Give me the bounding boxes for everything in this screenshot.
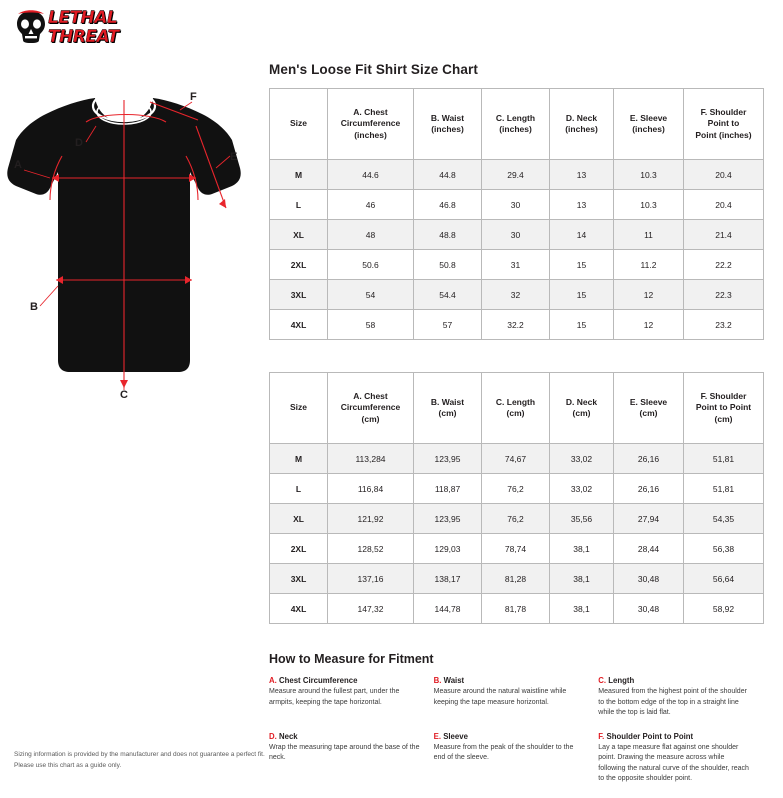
cell-length: 74,67 (482, 444, 550, 474)
measure-description: Measure around the natural waistline while keeping the tape measure horizontal. (433, 688, 567, 706)
col-header-size: Size (270, 89, 328, 160)
measure-name: Chest Circumference (278, 676, 358, 685)
measure-item-heading (598, 676, 749, 685)
measure-description: Measured from the highest point of the shoulder to the bottom edge of the top in a straight line while the top is laid flat. (598, 688, 747, 716)
col-header-length: C. Length (inches) (482, 89, 550, 160)
page-title: Men's Loose Fit Shirt Size Chart (269, 62, 478, 77)
callout-E: E (230, 151, 238, 163)
cell-neck: 15 (550, 280, 614, 310)
cell-neck: 13 (550, 190, 614, 220)
brand-wordmark (48, 10, 144, 46)
cell-neck: 15 (550, 310, 614, 340)
cell-length: 81,78 (482, 594, 550, 624)
table-row (270, 564, 764, 594)
cell-length: 76,2 (482, 504, 550, 534)
measure-name: Length (608, 676, 635, 685)
measure-item-sleeve (434, 732, 599, 785)
cell-shoulder: 51,81 (684, 474, 764, 504)
cell-sleeve: 11 (614, 220, 684, 250)
col-header-length: C. Length (cm) (482, 373, 550, 444)
cell-neck: 33,02 (550, 444, 614, 474)
measure-letter: C. (598, 676, 607, 685)
cell-size: 4XL (270, 310, 328, 340)
cell-sleeve: 28,44 (614, 534, 684, 564)
cell-shoulder: 56,38 (684, 534, 764, 564)
cell-chest: 137,16 (328, 564, 414, 594)
cell-chest: 121,92 (328, 504, 414, 534)
cell-shoulder: 21.4 (684, 220, 764, 250)
cell-waist: 123,95 (414, 504, 482, 534)
cell-length: 76,2 (482, 474, 550, 504)
measure-letter: B. (433, 676, 442, 685)
col-header-chest: A. Chest Circumference (inches) (328, 89, 414, 160)
measure-letter: D. (269, 731, 277, 741)
cell-size: L (270, 190, 328, 220)
cell-waist: 54.4 (414, 280, 482, 310)
cell-size: XL (270, 504, 328, 534)
measure-description: Wrap the measuring tape around the base of the neck. (269, 743, 420, 761)
measure-item-shoulder (598, 732, 763, 785)
cell-neck: 38,1 (550, 534, 614, 564)
col-header-shoulder: F. Shoulder Point to Point (cm) (684, 373, 764, 444)
cell-neck: 35,56 (550, 504, 614, 534)
cell-sleeve: 10.3 (614, 160, 684, 190)
table-header-row (270, 89, 764, 160)
cell-neck: 38,1 (550, 594, 614, 624)
measure-name: Shoulder Point to Point (606, 731, 694, 741)
table-row (270, 280, 764, 310)
cell-chest: 116,84 (328, 474, 414, 504)
measure-letter: F. (598, 731, 605, 741)
brand-line-2: THREAT (48, 27, 119, 47)
cell-shoulder: 20.4 (684, 190, 764, 220)
measure-item-waist (434, 676, 599, 719)
table-row (270, 310, 764, 340)
table-row (270, 160, 764, 190)
cell-sleeve: 10.3 (614, 190, 684, 220)
table-spacer (269, 340, 763, 372)
cell-size: M (270, 444, 328, 474)
cell-neck: 33,02 (550, 474, 614, 504)
cell-size: M (270, 160, 328, 190)
size-chart-content (269, 62, 763, 798)
callout-D: D (75, 137, 83, 149)
cell-chest: 58 (328, 310, 414, 340)
table-row (270, 444, 764, 474)
cell-sleeve: 30,48 (614, 564, 684, 594)
callout-C: C (120, 389, 128, 400)
cell-shoulder: 20.4 (684, 160, 764, 190)
brand-logo (14, 8, 144, 52)
cell-sleeve: 12 (614, 280, 684, 310)
table-row (270, 504, 764, 534)
callout-B: B (30, 301, 38, 313)
cell-size: XL (270, 220, 328, 250)
cell-neck: 14 (550, 220, 614, 250)
col-header-sleeve: E. Sleeve (inches) (614, 89, 684, 160)
col-header-waist: B. Waist (cm) (414, 373, 482, 444)
disclaimer (14, 749, 265, 771)
cell-chest: 54 (328, 280, 414, 310)
cell-chest: 44.6 (328, 160, 414, 190)
cell-sleeve: 30,48 (614, 594, 684, 624)
col-header-neck: D. Neck (inches) (550, 89, 614, 160)
cell-length: 31 (482, 250, 550, 280)
cell-shoulder: 23.2 (684, 310, 764, 340)
cell-size: 3XL (270, 280, 328, 310)
disclaimer-line-1: Sizing information is provided by the manufacturer and does not guarantee a perfect fit. (14, 750, 265, 758)
measure-description: Measure around the fullest part, under the armpits, keeping the tape horizontal. (269, 688, 400, 706)
table-row (270, 474, 764, 504)
callout-A: A (14, 159, 22, 171)
size-table-cm (269, 372, 764, 624)
cell-length: 78,74 (482, 534, 550, 564)
cell-length: 30 (482, 190, 550, 220)
cell-shoulder: 54,35 (684, 504, 764, 534)
brand-line-1: LETHAL (48, 8, 118, 28)
cell-size: 2XL (270, 534, 328, 564)
cell-size: 4XL (270, 594, 328, 624)
col-header-neck: D. Neck (cm) (550, 373, 614, 444)
cell-sleeve: 12 (614, 310, 684, 340)
table-row (270, 594, 764, 624)
cell-sleeve: 26,16 (614, 474, 684, 504)
cell-sleeve: 27,94 (614, 504, 684, 534)
cell-size: 3XL (270, 564, 328, 594)
cell-waist: 123,95 (414, 444, 482, 474)
measure-item-heading (434, 676, 585, 685)
shirt-illustration (0, 60, 260, 400)
col-header-size: Size (270, 373, 328, 444)
cell-waist: 129,03 (414, 534, 482, 564)
cell-length: 32 (482, 280, 550, 310)
shirt-measurement-diagram (0, 60, 260, 400)
cell-length: 32.2 (482, 310, 550, 340)
cell-waist: 57 (414, 310, 482, 340)
table-row (270, 534, 764, 564)
col-header-shoulder: F. Shoulder Point to Point (inches) (684, 89, 764, 160)
measure-item-length (598, 676, 763, 719)
cell-chest: 48 (328, 220, 414, 250)
col-header-sleeve: E. Sleeve (cm) (614, 373, 684, 444)
cell-chest: 50.6 (328, 250, 414, 280)
measure-item-heading (269, 676, 420, 685)
cell-waist: 138,17 (414, 564, 482, 594)
how-to-measure-grid (269, 676, 763, 798)
cell-shoulder: 22.3 (684, 280, 764, 310)
cell-sleeve: 11.2 (614, 250, 684, 280)
table-row (270, 250, 764, 280)
cell-shoulder: 58,92 (684, 594, 764, 624)
cell-chest: 128,52 (328, 534, 414, 564)
table-row (270, 190, 764, 220)
cell-length: 30 (482, 220, 550, 250)
disclaimer-line-2: Please use this chart as a guide only. (14, 761, 122, 769)
cell-neck: 13 (550, 160, 614, 190)
measure-name: Neck (278, 731, 298, 741)
cell-size: L (270, 474, 328, 504)
measure-item-chest (269, 676, 434, 719)
cell-waist: 118,87 (414, 474, 482, 504)
measure-name: Sleeve (443, 731, 468, 741)
callout-F: F (190, 91, 197, 103)
cell-waist: 144,78 (414, 594, 482, 624)
cell-chest: 46 (328, 190, 414, 220)
cell-waist: 46.8 (414, 190, 482, 220)
skull-icon (14, 10, 48, 44)
measure-item-neck (269, 732, 434, 785)
cell-waist: 44.8 (414, 160, 482, 190)
measure-letter: A. (269, 676, 277, 685)
measure-description: Measure from the peak of the shoulder to the end of the sleeve. (433, 743, 574, 761)
measure-description: Lay a tape measure flat against one shoulder point. Drawing the measure across while following the natural curve of the shoulder, reach to the opposite shoulder point. (598, 743, 749, 782)
cell-chest: 113,284 (328, 444, 414, 474)
table-header-row (270, 373, 764, 444)
cell-length: 81,28 (482, 564, 550, 594)
cell-waist: 50.8 (414, 250, 482, 280)
measure-name: Waist (443, 676, 465, 685)
cell-shoulder: 56,64 (684, 564, 764, 594)
cell-neck: 15 (550, 250, 614, 280)
size-table-inches (269, 88, 764, 340)
cell-size: 2XL (270, 250, 328, 280)
measure-item-heading (598, 732, 749, 741)
measure-item-heading (269, 732, 420, 741)
cell-neck: 38,1 (550, 564, 614, 594)
cell-shoulder: 22.2 (684, 250, 764, 280)
cell-shoulder: 51,81 (684, 444, 764, 474)
cell-waist: 48.8 (414, 220, 482, 250)
cell-length: 29.4 (482, 160, 550, 190)
cell-chest: 147,32 (328, 594, 414, 624)
col-header-waist: B. Waist (inches) (414, 89, 482, 160)
table-row (270, 220, 764, 250)
cell-sleeve: 26,16 (614, 444, 684, 474)
col-header-chest: A. Chest Circumference (cm) (328, 373, 414, 444)
measure-letter: E. (433, 731, 442, 741)
measure-item-heading (434, 732, 585, 741)
how-to-measure-title: How to Measure for Fitment (269, 652, 434, 666)
